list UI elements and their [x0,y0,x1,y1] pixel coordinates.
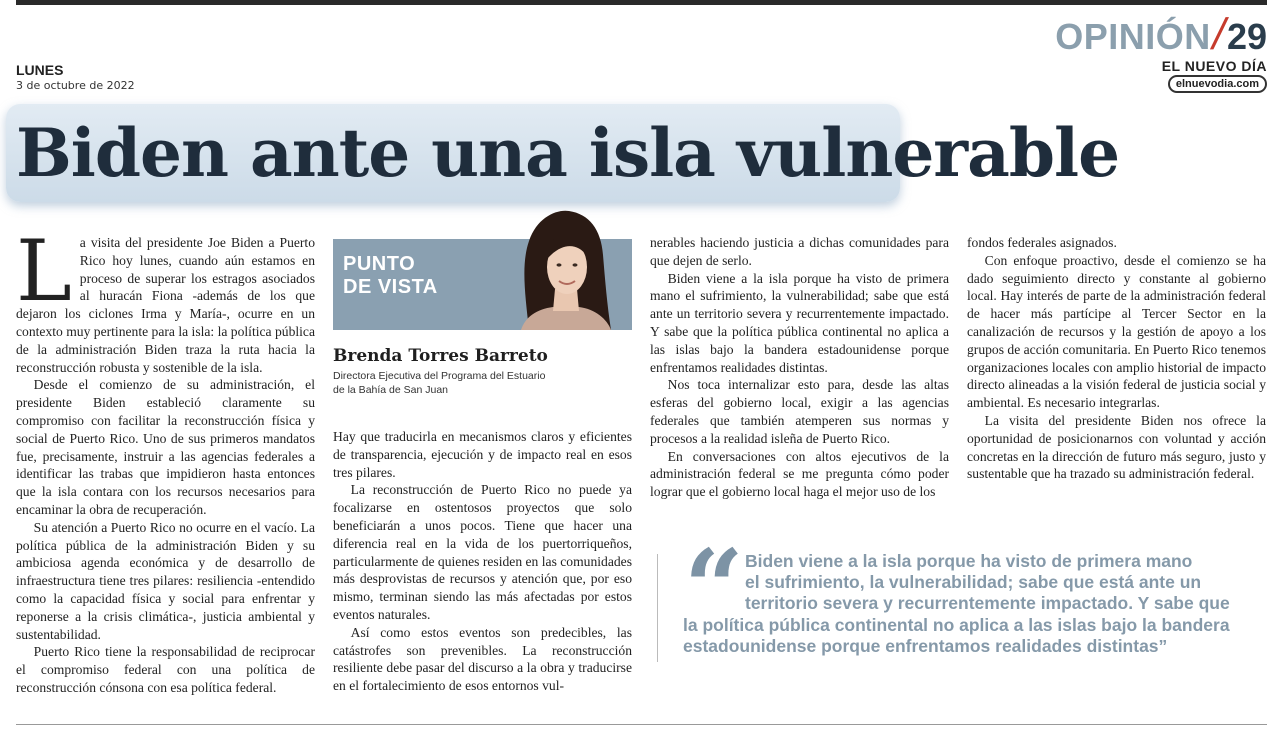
masthead [1162,58,1267,93]
article-column-2 [333,428,632,695]
article-paragraph: Hay que traducirla en mecanismos claros y eficientes de transparencia, ejecución y de impacto real en esos tres pilares. [333,429,632,480]
section-header [1055,10,1267,60]
top-rule [16,0,1267,5]
dateline [16,62,135,92]
bottom-rule [16,724,1267,725]
article-column-3 [650,234,949,501]
pull-quote [683,551,1243,657]
site-link[interactable]: elnuevodia.com [1168,75,1267,93]
pull-quote-line: el sufrimiento, la vulnerabilidad; sabe que está ante un [745,572,1202,593]
paper-name: EL NUEVO DÍA [1161,58,1267,74]
pull-quote-line: territorio severa y recurrentemente impactado. Y sabe que [745,593,1230,614]
portrait-illustration [507,209,617,330]
author-name: Brenda Torres Barreto [333,346,548,366]
article-paragraph: nerables haciendo justicia a dichas comunidades para que dejen de serlo. [650,235,949,268]
article-paragraph: En conversaciones con altos ejecutivos de la administración federal se me pregunta cómo poder lograr que el gobierno local haga el mejor uso de los [650,448,949,500]
pull-quote-rule [657,554,658,662]
article-paragraph: Así como estos eventos son predecibles, las catástrofes son prevenibles. La reconstrucción resiliente debe pasar del discurso a la obra y traducirse en el fortalecimiento de esos entornos vul- [333,624,632,694]
article-paragraph: a visita del presidente Joe Biden a Puerto Rico hoy lunes, cuando aún estamos en proceso de superar los estragos asociados al huracán Fiona -además de los que dejaron los ciclones Irma y María-, ocurre en un contexto muy pertinente para la isla: la política pública de la administración Biden traza la ruta hacia la reconstrucción robusta y sostenible de la isla. [16,235,315,375]
article-paragraph: Su atención a Puerto Rico no ocurre en el vacío. La política pública de la administración Biden y su ambiciosa agenda económica y de desarrollo de infraestructura tiene tres pilares: resiliencia -entendido como la capacidad física y social para enfrentar y reponerse a la crisis climática-, justicia ambiental y sustentabilidad. [16,519,315,642]
pv-line-2: DE VISTA [343,276,438,298]
article-paragraph: Con enfoque proactivo, desde el comienzo se ha dado seguimiento directo y constante al gobierno local. Hay interés de parte de la administración federal de hacer más partícipe al Tercer Sector en la canalización de recursos y la gestión de apoyo a los grupos de acción comunitaria. En Puerto Rico tenemos organizaciones locales con amplio historial de impacto directo alineadas a la visión federal de justicia social y ambiental. Es necesario integrarlas. [967,252,1266,411]
drop-cap: L [16,222,72,320]
author-portrait [507,209,617,330]
article-paragraph: fondos federales asignados. [967,235,1117,250]
section-slash: / [1207,10,1231,59]
article-paragraph: La reconstrucción de Puerto Rico no puede ya focalizarse en ostentosos proyectos que solo beneficiarán a unos pocos. Tiene que hacer una diferencia real en la vida de los puertorriqueños, particularmente de quienes residen en las comunidades más desprovistas de recursos y atención que, por eso mismo, terminan siendo las más afectadas por estos eventos naturales. [333,482,632,622]
article-paragraph: Desde el comienzo de su administración, el presidente Biden estableció claramente su compromiso con facilitar la reconstrucción física y social de Puerto Rico. Uno de sus primeros mandatos fue, precisamente, instruir a las agencias federales a identificar las trabas que impidieron hasta entonces que la isla contara con los recursos necesarios para encaminar la obra de recuperación. [16,377,315,517]
article-column-4 [967,234,1266,483]
dateline-date: 3 de octubre de 2022 [16,79,135,92]
headline: Biden ante una isla vulnerable [16,114,1120,192]
pull-quote-line: Biden viene a la isla porque ha visto de primera mano [745,551,1193,571]
pv-line-1: PUNTO [343,253,416,275]
section-name: OPINIÓN [1055,16,1211,57]
author-role [333,369,632,397]
pull-quote-line: la política pública continental no aplica a las islas bajo la bandera [683,614,1230,635]
open-quote-icon: “ [684,526,744,649]
page-number: 29 [1226,16,1267,57]
article-column-1 [16,222,315,697]
article-paragraph: Nos toca internalizar esto para, desde las altas esferas del gobierno local, exigir a las agencias federales que también atemperen sus normas y procesos a la realidad isleña de Puerto Rico. [650,377,949,446]
punto-de-vista-label [343,253,438,299]
author-role-line-1: Directora Ejecutiva del Programa del Estuario [333,370,546,382]
author-role-line-2: de la Bahía de San Juan [333,384,449,396]
pull-quote-line: estadounidense porque enfrentamos realidades distintas” [683,635,1168,656]
dateline-day: LUNES [16,62,64,78]
article-paragraph: Puerto Rico tiene la responsabilidad de reciprocar el compromiso federal con una política de reconstrucción cónsona con esa política federal. [16,644,315,695]
article-paragraph: Biden viene a la isla porque ha visto de primera mano el sufrimiento, la vulnerabilidad; sabe que está ante un territorio severa y recurrentemente impactado. Y sabe que la política pública continental no aplica a las islas bajo la bandera estadounidense porque enfrentamos realidades distintas. [650,270,949,375]
author-box [333,346,632,397]
article-paragraph: La visita del presidente Biden nos ofrece la oportunidad de posicionarnos con voluntad y acción concretas en la dirección de futuro más seguro, justo y sustentable que ha trazado su administración federal. [967,412,1266,482]
